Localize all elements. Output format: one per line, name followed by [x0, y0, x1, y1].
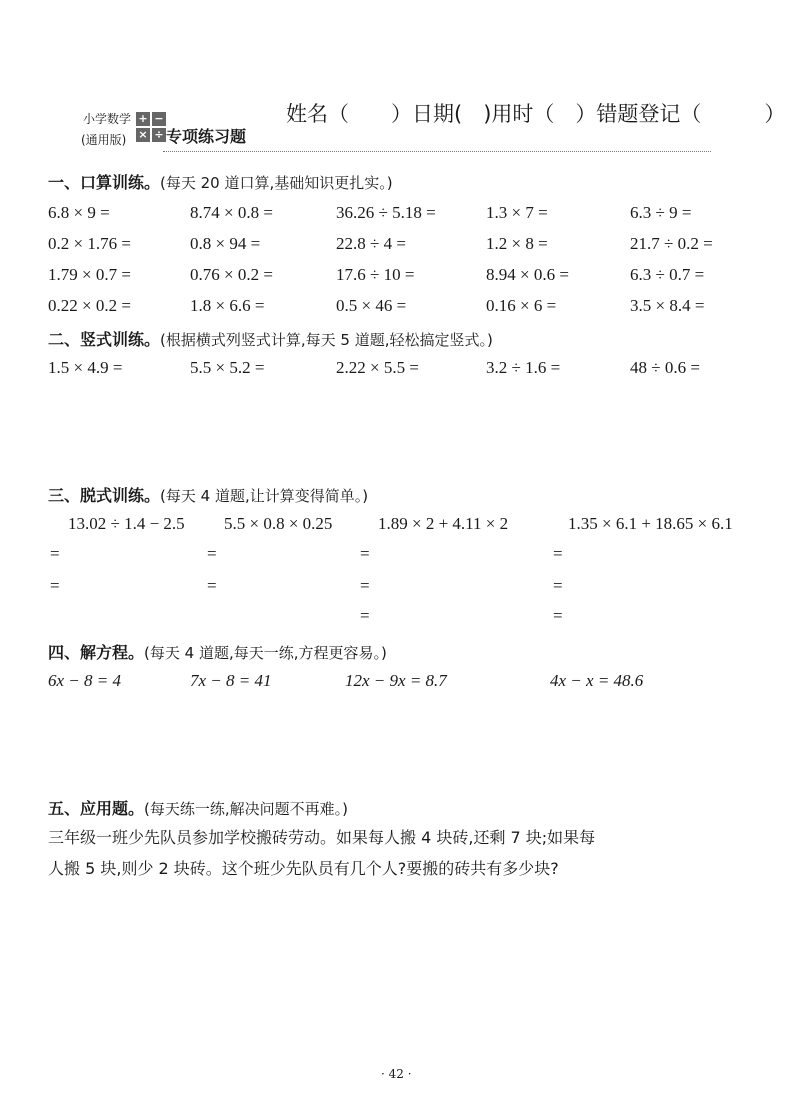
section-2-note: (根据横式列竖式计算,每天 5 道题,轻松搞定竖式。)	[160, 331, 493, 349]
header-divider	[163, 151, 711, 152]
brand-line-1: 小学数学	[83, 112, 132, 126]
oral-problem: 6.3 ÷ 0.7 =	[630, 265, 705, 284]
worksheet-title: 专项练习题	[166, 127, 247, 146]
vertical-problem: 1.5 × 4.9 =	[48, 358, 123, 377]
oral-problem: 36.26 ÷ 5.18 =	[336, 203, 436, 222]
page-number: · 42 ·	[381, 1067, 412, 1081]
oral-problem: 1.8 × 6.6 =	[190, 296, 265, 315]
equals-sign: =	[553, 544, 563, 563]
oral-problem: 3.5 × 8.4 =	[630, 296, 705, 315]
oral-problem: 17.6 ÷ 10 =	[336, 265, 415, 284]
minus-icon: −	[152, 112, 166, 126]
section-3-heading: 三、脱式训练。(每天 4 道题,让计算变得简单。)	[48, 486, 369, 505]
equals-sign: =	[360, 606, 370, 625]
equals-sign: =	[360, 576, 370, 595]
equation-problem: 7x − 8 = 41	[190, 671, 272, 690]
equation-problem: 4x − x = 48.6	[550, 671, 644, 690]
oral-problem: 8.74 × 0.8 =	[190, 203, 273, 222]
oral-problem: 21.7 ÷ 0.2 =	[630, 234, 713, 253]
vertical-problem: 3.2 ÷ 1.6 =	[486, 358, 561, 377]
divide-icon: ÷	[152, 128, 166, 142]
oral-problem: 22.8 ÷ 4 =	[336, 234, 406, 253]
word-problem-line-1: 三年级一班少先队员参加学校搬砖劳动。如果每人搬 4 块砖,还剩 7 块;如果每	[48, 828, 596, 847]
stepwise-problem: 5.5 × 0.8 × 0.25	[224, 514, 333, 533]
vertical-problem: 5.5 × 5.2 =	[190, 358, 265, 377]
oral-problem: 0.5 × 46 =	[336, 296, 407, 315]
brand-line-2: (通用版)	[81, 133, 127, 147]
equals-sign: =	[207, 544, 217, 563]
stepwise-problem: 13.02 ÷ 1.4 − 2.5	[68, 514, 185, 533]
equals-sign: =	[360, 544, 370, 563]
equals-sign: =	[553, 606, 563, 625]
oral-problem: 1.79 × 0.7 =	[48, 265, 131, 284]
vertical-problem: 2.22 × 5.5 =	[336, 358, 419, 377]
equals-sign: =	[207, 576, 217, 595]
section-5-note: (每天练一练,解决问题不再难。)	[144, 800, 348, 818]
section-1-note: (每天 20 道口算,基础知识更扎实。)	[160, 174, 393, 192]
equals-sign: =	[553, 576, 563, 595]
times-icon: ×	[136, 128, 150, 142]
section-3-note: (每天 4 道题,让计算变得简单。)	[160, 487, 369, 505]
oral-problem: 0.2 × 1.76 =	[48, 234, 131, 253]
oral-problem: 8.94 × 0.6 =	[486, 265, 569, 284]
oral-problem: 1.2 × 8 =	[486, 234, 548, 253]
oral-problem: 6.3 ÷ 9 =	[630, 203, 692, 222]
header-fields: 姓名（ ）日期( )用时（ ）错题登记（ ）	[286, 102, 786, 126]
math-operators-icon	[136, 112, 166, 142]
stepwise-problem: 1.35 × 6.1 + 18.65 × 6.1	[568, 514, 733, 533]
oral-problem: 0.76 × 0.2 =	[190, 265, 273, 284]
section-1-heading: 一、口算训练。(每天 20 道口算,基础知识更扎实。)	[48, 173, 393, 192]
section-4-note: (每天 4 道题,每天一练,方程更容易。)	[144, 644, 387, 662]
oral-problem: 6.8 × 9 =	[48, 203, 110, 222]
oral-problem: 1.3 × 7 =	[486, 203, 548, 222]
equation-problem: 12x − 9x = 8.7	[345, 671, 447, 690]
section-4-heading: 四、解方程。(每天 4 道题,每天一练,方程更容易。)	[48, 643, 387, 662]
equals-sign: =	[50, 576, 60, 595]
oral-problem: 0.22 × 0.2 =	[48, 296, 131, 315]
section-5-heading: 五、应用题。(每天练一练,解决问题不再难。)	[48, 799, 348, 818]
stepwise-problem: 1.89 × 2 + 4.11 × 2	[378, 514, 509, 533]
section-2-heading: 二、竖式训练。(根据横式列竖式计算,每天 5 道题,轻松搞定竖式。)	[48, 330, 493, 349]
oral-problem: 0.16 × 6 =	[486, 296, 557, 315]
oral-problem: 0.8 × 94 =	[190, 234, 261, 253]
equals-sign: =	[50, 544, 60, 563]
vertical-problem: 48 ÷ 0.6 =	[630, 358, 700, 377]
word-problem-line-2: 人搬 5 块,则少 2 块砖。这个班少先队员有几个人?要搬的砖共有多少块?	[48, 859, 559, 878]
plus-icon: +	[136, 112, 150, 126]
equation-problem: 6x − 8 = 4	[48, 671, 121, 690]
